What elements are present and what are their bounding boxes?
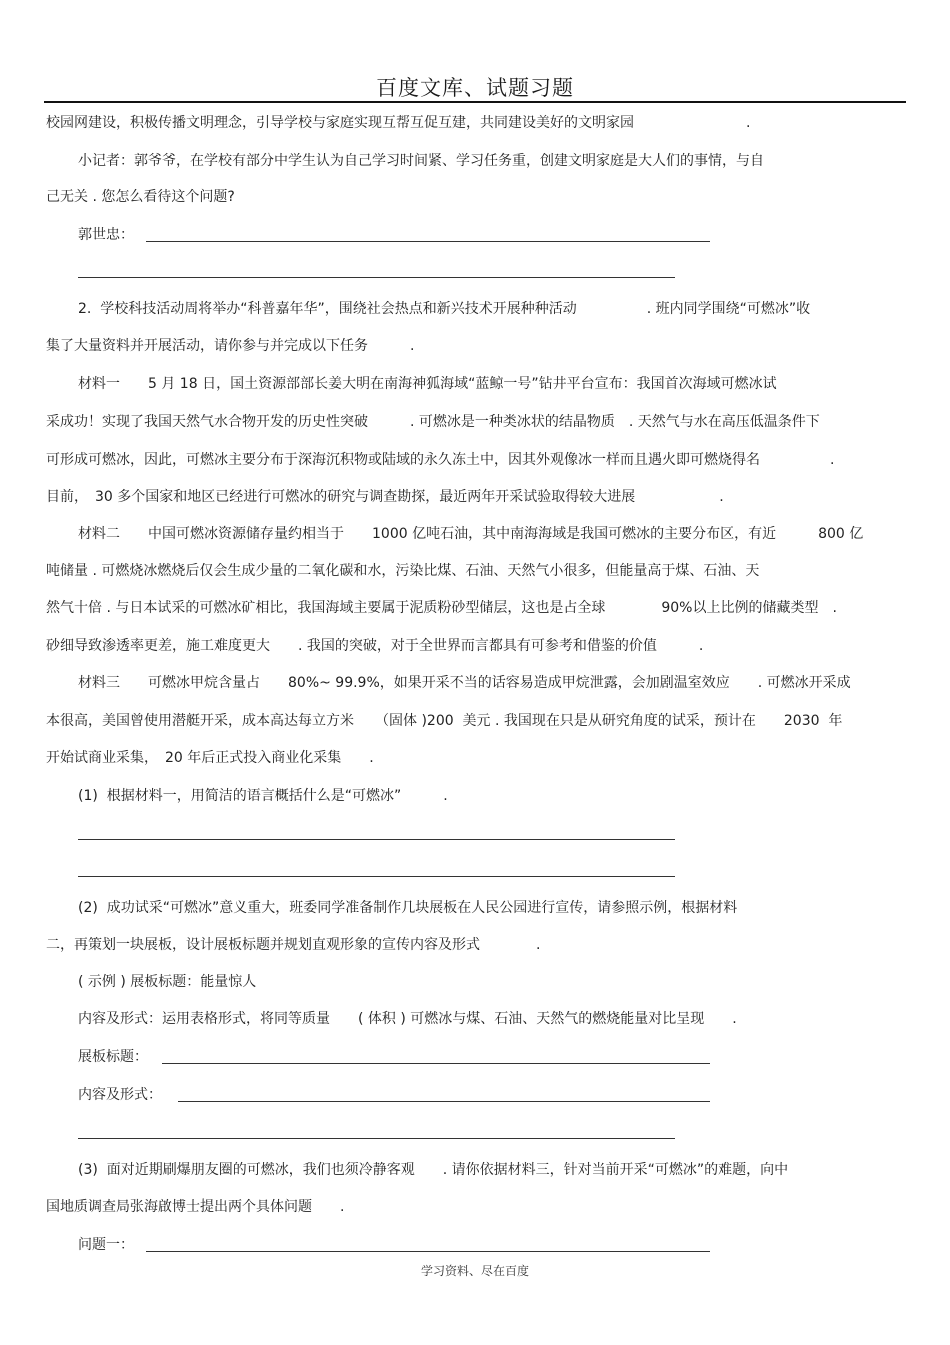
- page-footer: 学习资料、尽在百度: [420, 1264, 529, 1278]
- answer-blank-line[interactable]: [78, 839, 675, 840]
- text-line: 己无关 . 您怎么看待这个问题?: [46, 189, 235, 205]
- board-content-label: 内容及形式：: [78, 1087, 162, 1103]
- text-line: 然气十倍 . 与日本试采的可燃冰矿相比，我国海域主要属于泥质粉砂型储层，这也是占全球 90%以上比例的储藏类型 .: [46, 600, 837, 616]
- material-three-text: 材料三 可燃冰甲烷含量占 80%~ 99.9%，如果开采不当的话容易造成甲烷泄露，会加剧温室效应 . 可燃冰开采成: [78, 675, 851, 691]
- text-line: 吨储量 . 可燃烧冰燃烧后仅会生成少量的二氧化碳和水，污染比煤、石油、天然气小很多，但能量高于煤、石油、天: [46, 563, 760, 579]
- board-content-blank[interactable]: [178, 1101, 710, 1102]
- question-one-label: 问题一：: [78, 1237, 134, 1253]
- answer-blank-line[interactable]: [78, 876, 675, 877]
- example-content: 内容及形式：运用表格形式，将同等质量 ( 体积 ) 可燃冰与煤、石油、天然气的燃烧能量对比呈现 .: [78, 1011, 737, 1027]
- question-2-text: 2. 学校科技活动周将举办“科普嘉年华”，围绕社会热点和新兴技术开展种种活动 . 班内同学围绕“可燃冰”收: [78, 301, 811, 317]
- board-title-blank[interactable]: [162, 1063, 710, 1064]
- text-line: 国地质调查局张海啟博士提出两个具体问题 .: [46, 1199, 345, 1215]
- text-line: 可形成可燃冰，因此，可燃冰主要分布于深海沉积物或陆域的永久冻土中，因其外观像冰一样而且遇火即可燃烧得名 .: [46, 452, 835, 468]
- material-one-text: 材料一 5 月 18 日，国土资源部部长姜大明在南海神狐海域“蓝鲸一号”钻井平台宣布：我国首次海域可燃冰试: [78, 376, 777, 392]
- text-line: 本很高，美国曾使用潜艇开采，成本高达每立方米 （固体 )200 美元 . 我国现在只是从研究角度的试采，预计在 2030 年: [46, 713, 843, 729]
- text-line: 校园网建设，积极传播文明理念，引导学校与家庭实现互帮互促互建，共同建设美好的文明家园 .: [46, 115, 751, 131]
- subquestion-3-text: (3) 面对近期刷爆朋友圈的可燃冰，我们也须冷静客观 . 请你依据材料三，针对当前开采“可燃冰”的难题，向中: [78, 1162, 789, 1178]
- question-one-blank[interactable]: [146, 1251, 710, 1252]
- text-line: 开始试商业采集， 20 年后正式投入商业化采集 .: [46, 750, 374, 766]
- material-two-text: 材料二 中国可燃冰资源储存量约相当于 1000 亿吨石油，其中南海海域是我国可燃冰的主要分布区，有近 800 亿: [78, 526, 864, 542]
- answer-blank-line[interactable]: [78, 277, 675, 278]
- subquestion-2-text: (2) 成功试采“可燃冰”意义重大，班委同学准备制作几块展板在人民公园进行宣传，请参照示例，根据材料: [78, 900, 738, 916]
- text-line: 砂细导致渗透率更差，施工难度更大 . 我国的突破，对于全世界而言都具有可参考和借鉴的价值 .: [46, 638, 704, 654]
- text-line: 小记者：郭爷爷，在学校有部分中学生认为自己学习时间紧、学习任务重，创建文明家庭是大人们的事情，与自: [78, 153, 764, 169]
- board-title-label: 展板标题：: [78, 1049, 148, 1065]
- subquestion-1-text: (1) 根据材料一，用简洁的语言概括什么是“可燃冰” .: [78, 788, 448, 804]
- page-header-title: 百度文库、试题习题: [376, 76, 574, 100]
- answer-label: 郭世忠：: [78, 227, 134, 243]
- answer-blank-line[interactable]: [146, 241, 710, 242]
- answer-blank-line[interactable]: [78, 1138, 675, 1139]
- header-rule: [44, 101, 906, 103]
- text-line: 采成功！实现了我国天然气水合物开发的历史性突破 . 可燃冰是一种类冰状的结晶物质 . 天然气与水在高压低温条件下: [46, 414, 820, 430]
- text-line: 二，再策划一块展板，设计展板标题并规划直观形象的宣传内容及形式 .: [46, 937, 541, 953]
- text-line: 目前， 30 多个国家和地区已经进行可燃冰的研究与调查勘探，最近两年开采试验取得较大进展 .: [46, 489, 724, 505]
- example-title: ( 示例 ) 展板标题：能量惊人: [78, 974, 257, 990]
- text-line: 集了大量资料并开展活动，请你参与并完成以下任务 .: [46, 338, 415, 354]
